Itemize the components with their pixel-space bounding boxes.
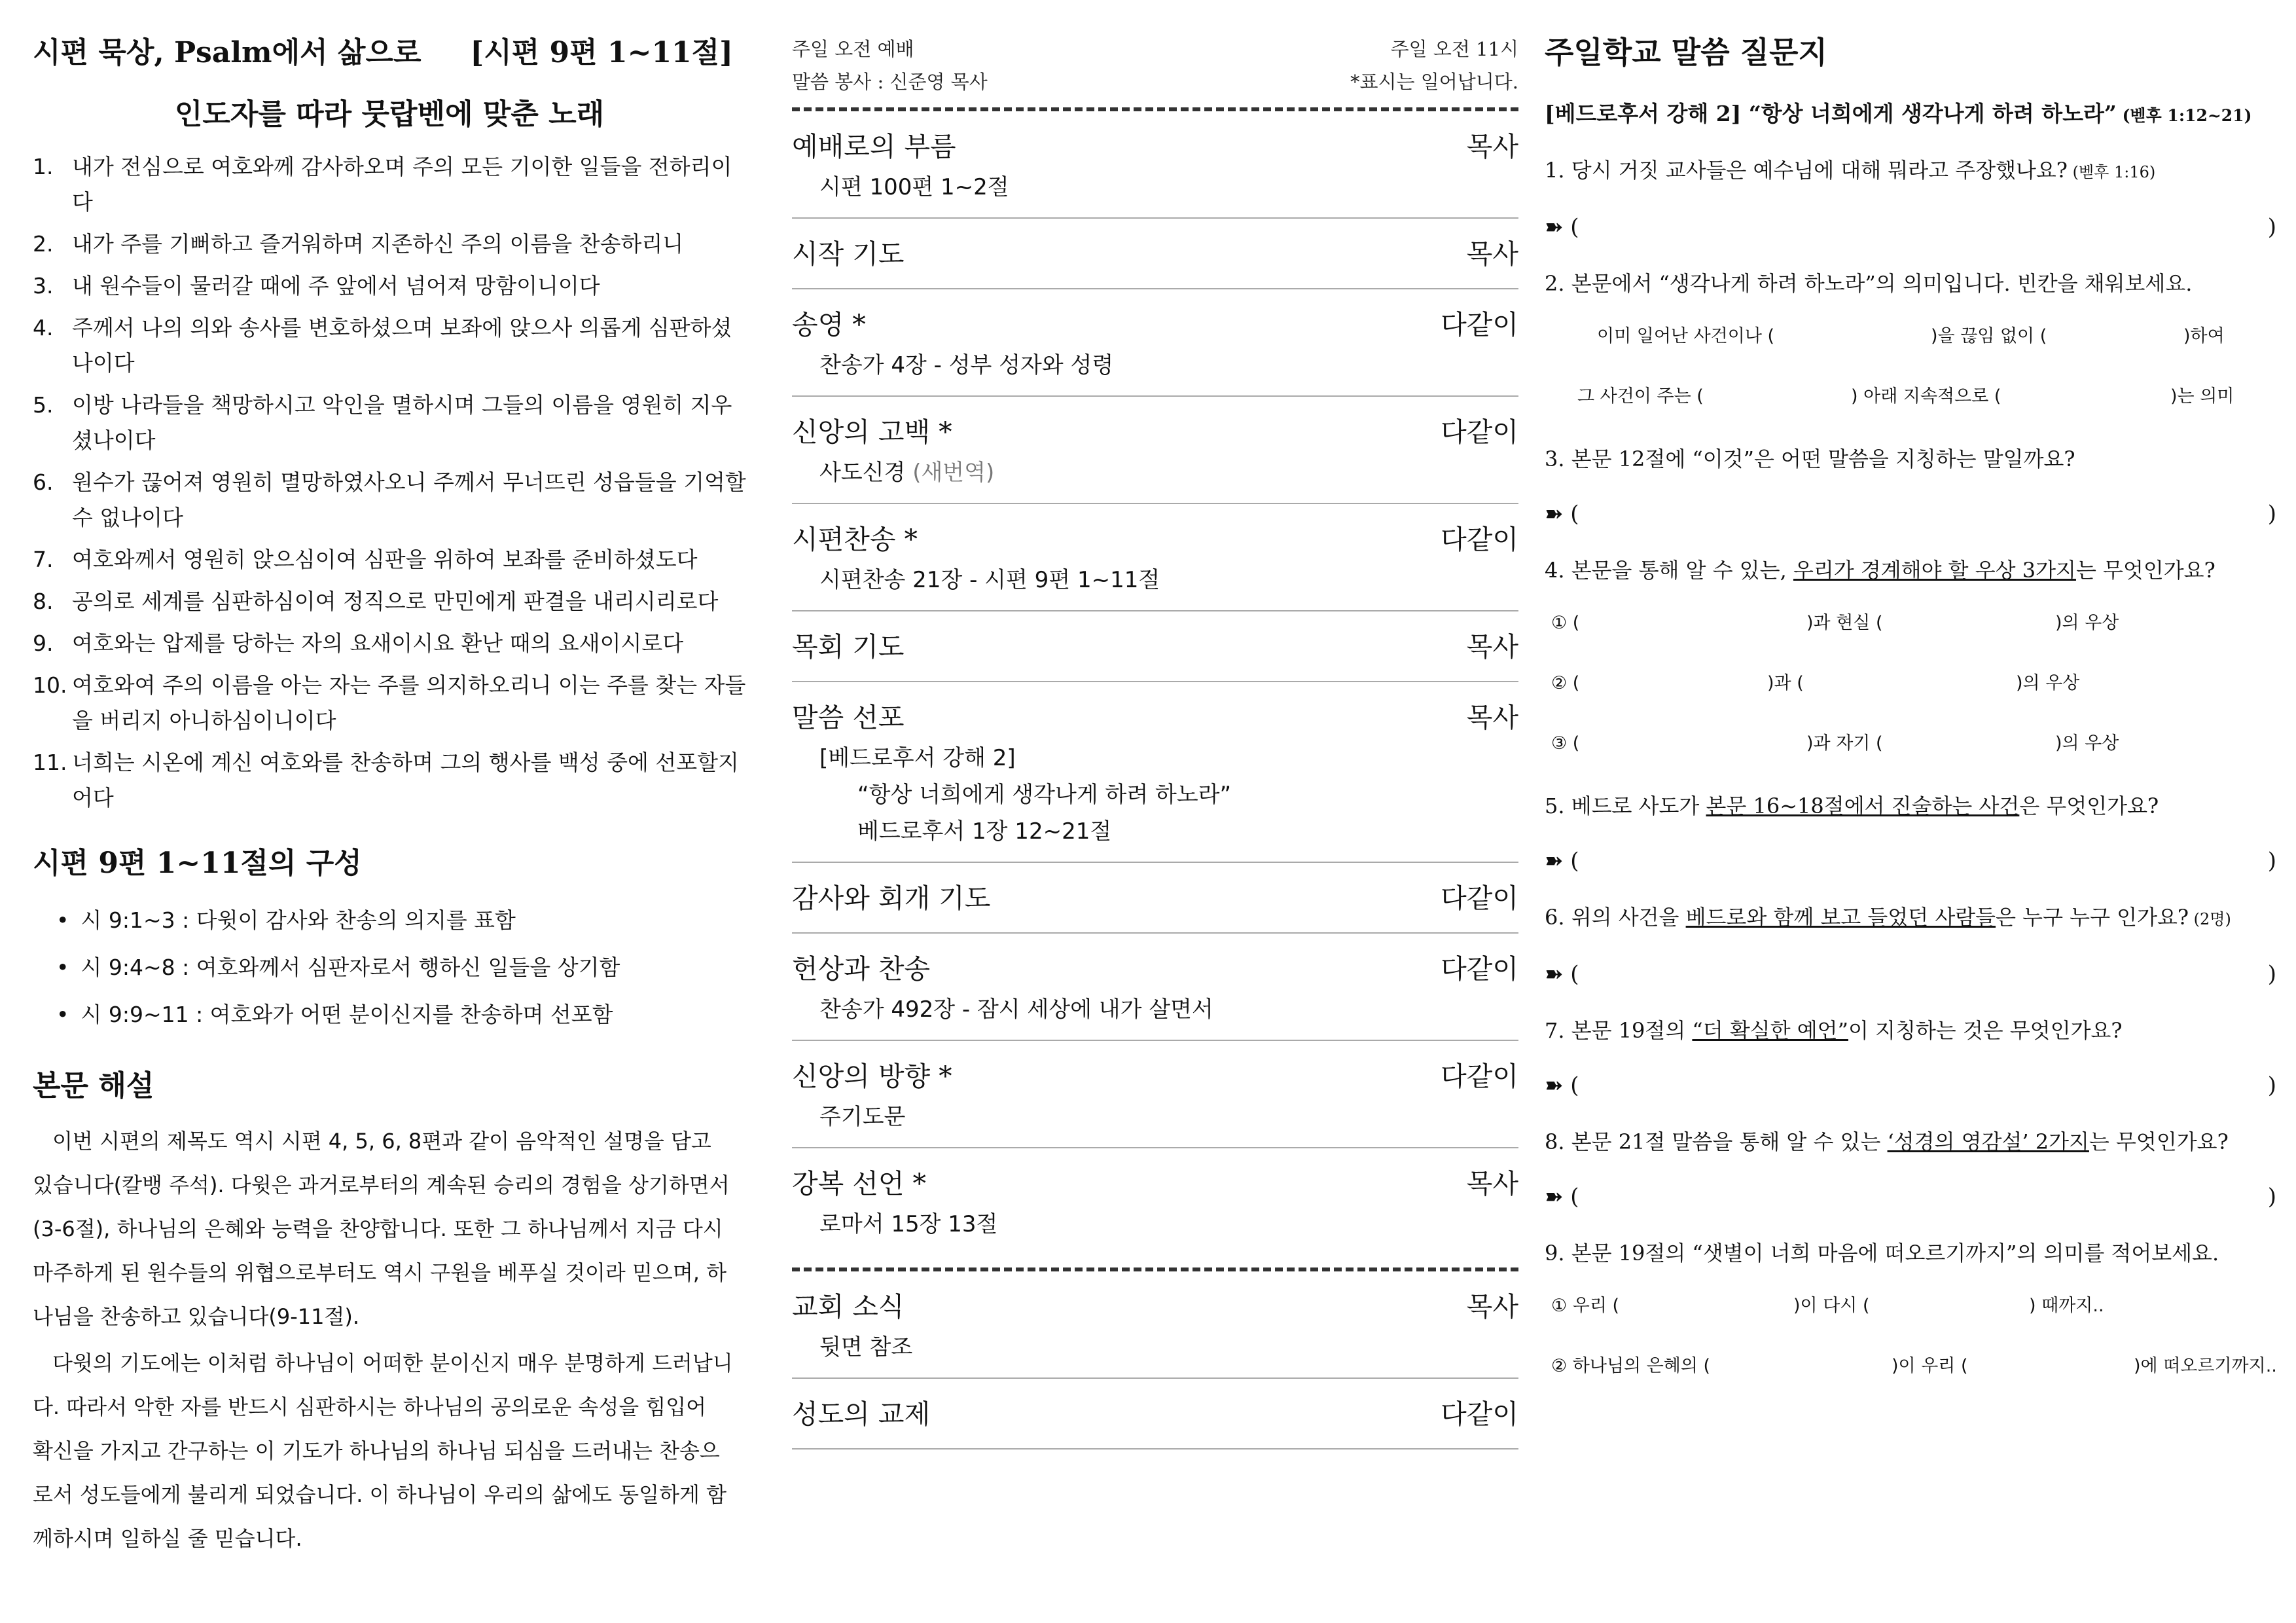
fill-text: ② ( [1551,673,1580,693]
structure-item: • 시 9:9~11 : 여호와가 어떤 분이신지를 찬송하며 선포함 [79,991,746,1038]
worship-item [792,625,1518,682]
worship-item-detail: “항상 너희에게 생각나게 하려 하노라” [857,782,1232,808]
worship-item [792,1392,1518,1450]
meditation-ref: [시편 9편 1~11절] [470,36,733,69]
worship-item-row [792,517,1518,562]
q5-underlined: 본문 16~18절에서 진술하는 사건 [1706,793,2020,818]
worship-item-detail-text: 시편찬송 21장 - 시편 9편 1~11절 [819,567,1160,593]
question-9: 9. 본문 19절의 “샛별이 너희 마음에 떠오르기까지”의 의미를 적어보세요. [1545,1241,2219,1266]
q5-text-a: 5. 베드로 사도가 [1545,793,1706,818]
fill-text: )이 우리 ( [1892,1356,1968,1376]
worship-item-row [792,302,1518,347]
arrow-icon: ➽ ( [1545,214,1579,240]
worship-item-leader: 다같이 [1441,416,1518,448]
worship-item-title: 목회 기도 [792,631,905,663]
fill-text: ) 때까지.. [2029,1296,2104,1316]
meditation-title: 시편 묵상, Psalm에서 삶으로 [33,36,422,69]
verse-text: 여호와여 주의 이름을 아는 자는 주를 의지하오리니 이는 주를 찾는 자들을 버리지 아니하심이니이다 [72,672,746,733]
verse-number: 5. [33,392,54,418]
order-of-worship [792,124,1518,1450]
q7-text-b: 이 지칭하는 것은 무엇인가요? [1848,1018,2123,1043]
worship-item-row [792,695,1518,740]
structure-item: • 시 9:4~8 : 여호와께서 심판자로서 행하신 일들을 상기함 [79,944,746,991]
question-6 [1545,902,2276,934]
arrow-icon: ➽ ( [1545,1184,1579,1210]
worship-item [792,695,1518,863]
worship-item-row [792,1392,1518,1436]
worship-item-row [792,625,1518,669]
fill-text: )과 자기 ( [1806,733,1883,754]
verse-item [33,268,746,304]
worship-item-detail-text: 사도신경 [819,460,906,486]
fill-text: 그 사건이 주는 ( [1577,386,1704,407]
worship-item-title: 교회 소식 [792,1291,905,1322]
worship-item [792,124,1518,219]
q7-text-a: 7. 본문 19절의 [1545,1018,1693,1043]
verse-item [33,227,746,262]
verse-text: 주께서 나의 의와 송사를 변호하셨으며 보좌에 앉으사 의롭게 심판하셨나이다 [72,315,732,376]
answer-line-8[interactable] [1545,1182,2276,1212]
verse-item [33,584,746,619]
verse-item [33,542,746,577]
question-3: 3. 본문 12절에 “이것”은 어떤 말씀을 지칭하는 말일까요? [1545,447,2075,471]
fill-text: ) 아래 지속적으로 ( [1851,386,2001,407]
verse-number: 9. [33,630,54,656]
worship-item-detail [792,740,1518,776]
fill-text: )는 의미 [2170,386,2234,407]
worship-item-title: 헌상과 찬송 [792,953,931,985]
verse-item [33,388,746,458]
verse-item [33,149,746,220]
close-paren: ) [2267,501,2276,527]
psalm-meditation-column [0,0,759,1623]
worship-item-leader: 다같이 [1441,524,1518,555]
worship-item-detail-text: 찬송가 492장 - 잠시 세상에 내가 살면서 [819,996,1213,1023]
question-2: 2. 본문에서 “생각나게 하려 하노라”의 의미입니다. 빈칸을 채워보세요. [1545,271,2193,296]
worship-item-detail-text: 로마서 15장 13절 [819,1211,998,1237]
q8-text-a: 8. 본문 21절 말씀을 통해 알 수 있는 [1545,1129,1888,1154]
verse-item [33,668,746,739]
worship-item [792,410,1518,504]
worship-item-leader: 다같이 [1441,1398,1518,1430]
worship-item-leader: 목사 [1466,1291,1518,1322]
worship-item-leader: 다같이 [1441,883,1518,914]
worship-item-leader: 목사 [1466,702,1518,733]
verse-text: 여호와는 압제를 당하는 자의 요새이시요 환난 때의 요새이시로다 [72,630,684,656]
verse-text: 내가 주를 기뻐하고 즐거워하며 지존하신 주의 이름을 찬송하리니 [72,231,684,257]
close-paren: ) [2267,848,2276,874]
worship-item [792,232,1518,289]
fill-text: )의 우상 [2055,613,2119,633]
worship-item-title: 신앙의 고백 * [792,416,952,448]
q6-text-a: 6. 위의 사건을 [1545,905,1686,930]
worship-item-leader: 목사 [1466,631,1518,663]
fill-text: ① 우리 ( [1551,1296,1620,1316]
verse-text: 공의로 세계를 심판하심이여 정직으로 만민에게 판결을 내리시리로다 [72,589,719,614]
structure-heading: 시편 9편 1~11절의 구성 [33,847,362,880]
question-8 [1545,1127,2276,1157]
worship-item [792,1054,1518,1148]
q4-text-b: 는 무엇인가요? [2075,558,2215,583]
worship-item-detail [792,562,1518,598]
fill-text: )에 떠오르기까지.. [2134,1356,2277,1376]
questionnaire-title: 주일학교 말씀 질문지 [1545,35,1827,70]
worship-item-title: 송영 * [792,309,866,340]
verse-item [33,465,746,536]
verse-text: 원수가 끊어져 영원히 멸망하였사오니 주께서 무너뜨린 성읍들을 기억할 수 없나이다 [72,469,746,530]
q6-ref: (2명) [2189,910,2231,928]
worship-item-detail-note: (새번역) [905,460,995,486]
fill-text: ① ( [1551,613,1580,633]
questionnaire-heading [1545,97,2276,128]
verse-number: 10. [33,672,67,698]
worship-item-leader: 목사 [1466,131,1518,162]
worship-item-detail [792,454,1518,491]
worship-item-leader: 다같이 [1441,953,1518,985]
question-1 [1545,155,2276,187]
worship-item-row [792,1054,1518,1099]
worship-item [792,302,1518,397]
fill-text: )과 ( [1767,673,1804,693]
worship-item-leader: 목사 [1466,238,1518,270]
fill-text: 이미 일어난 사건이나 ( [1597,326,1775,346]
verse-number: 3. [33,273,54,299]
worship-item-row [792,947,1518,991]
worship-item-detail [792,1099,1518,1135]
fill-text: )과 현실 ( [1806,613,1883,633]
structure-item: • 시 9:1~3 : 다윗이 감사와 찬송의 의지를 표함 [79,897,746,944]
verse-number: 11. [33,750,67,775]
worship-item-title: 말씀 선포 [792,702,905,733]
meditation-subtitle: 인도자를 따라 뭇랍벤에 맞춘 노래 [174,98,605,131]
worship-item-detail [792,1329,1518,1366]
worship-item-detail-text: 주기도문 [819,1104,906,1130]
q1-text: 1. 당시 거짓 교사들은 예수님에 대해 뭐라고 주장했나요? [1545,158,2068,183]
worship-item-row [792,1161,1518,1206]
q1-ref: (벧후 1:16) [2067,163,2156,181]
question-5 [1545,791,2276,821]
verse-number: 4. [33,315,54,340]
arrow-icon: ➽ ( [1545,501,1579,527]
fill-text: ② 하나님의 은혜의 ( [1551,1356,1711,1376]
worship-item-detail-text: 시편 100편 1~2절 [819,174,1009,200]
arrow-icon: ➽ ( [1545,961,1579,987]
worship-item-title: 예배로의 부름 [792,131,956,162]
worship-item-leader: 다같이 [1441,309,1518,340]
question-4 [1545,555,2276,585]
close-paren: ) [2267,961,2276,987]
q7-underlined: “더 확실한 예언” [1692,1018,1848,1043]
sunday-school-questionnaire [1545,0,2296,1623]
dashed-divider [792,1267,1518,1271]
stand-note: *표시는 일어납니다. [1350,71,1518,93]
heading-ref: (벧후 1:12~21) [2116,106,2252,125]
q5-text-b: 은 무엇인가요? [2019,793,2159,818]
fill-in-line-9b[interactable] [1545,1353,2276,1379]
worship-item-detail [792,1206,1518,1243]
verse-number: 2. [33,231,54,257]
fill-in-line-4a[interactable] [1545,610,2276,636]
verse-text: 내 원수들이 물러갈 때에 주 앞에서 넘어져 망함이니이다 [72,273,600,299]
verse-number: 6. [33,469,54,495]
fill-in-line-2a[interactable] [1545,323,2276,350]
close-paren: ) [2267,214,2276,240]
service-time: 주일 오전 11시 [1390,38,1518,60]
worship-item [792,517,1518,611]
answer-line-5[interactable] [1545,846,2276,876]
fill-text: )의 우상 [2016,673,2080,693]
verse-item [33,626,746,661]
verse-text: 여호와께서 영원히 앉으심이여 심판을 위하여 보좌를 준비하셨도다 [72,547,698,572]
commentary-paragraph-1: 이번 시편의 제목도 역시 시편 4, 5, 6, 8편과 같이 음악적인 설명을 담고 있습니다(칼뱅 주석). 다윗은 과거로부터의 계속된 승리의 경험을 상기하면서(3-6절), 하나님의 은혜와 능력을 찬양합니다. 또한 그 하나님께서 지금 다시 마주하게 된 원수들의 위협으로부터도 역시 구원을 베푸실 것이라 믿으며, 하나님을 찬송하고 있습니다(9-11절). [33,1129,730,1329]
question-7 [1545,1015,2276,1046]
q6-text-b: 은 누구 누구 인가요? [1996,905,2189,930]
worship-item-row [792,232,1518,276]
meditation-title-row [33,29,746,71]
worship-item-row [792,124,1518,169]
fill-text: ③ ( [1551,733,1580,754]
worship-item-detail [792,169,1518,206]
worship-item [792,876,1518,934]
verse-text: 너희는 시온에 계신 여호와를 찬송하며 그의 행사를 백성 중에 선포할지어다 [72,750,739,811]
preacher: 말씀 봉사 : 신준영 목사 [792,71,988,93]
q4-text-a: 4. 본문을 통해 알 수 있는, [1545,558,1793,583]
verse-item [33,310,746,381]
arrow-icon: ➽ ( [1545,1072,1579,1099]
commentary-paragraph-2: 다윗의 기도에는 이처럼 하나님이 어떠한 분이신지 매우 분명하게 드러납니다. 따라서 악한 자를 반드시 심판하시는 하나님의 공의로운 속성을 힘입어 확신을 가지고 간구하는 이 기도가 하나님의 하나님 되심을 드러내는 찬송으로서 성도들에게 불리게 되었습니다. 이 하나님이 우리의 삶에도 동일하게 함께하시며 일하실 줄 믿습니다. [33,1351,733,1551]
answer-line-6[interactable] [1545,959,2276,989]
commentary-heading: 본문 해설 [33,1069,154,1103]
q6-underlined: 베드로와 함께 보고 들었던 사람들 [1685,905,1996,930]
fill-in-line-9a[interactable] [1545,1293,2276,1319]
answer-line-7[interactable] [1545,1070,2276,1101]
worship-item-detail [792,991,1518,1028]
fill-text: )의 우상 [2055,733,2119,754]
worship-item-detail: 베드로후서 1장 12~21절 [857,818,1112,845]
worship-item [792,947,1518,1041]
service-meta-row-2 [792,65,1518,98]
fill-in-line-2b[interactable] [1545,384,2276,410]
fill-in-line-4c[interactable] [1545,731,2276,757]
fill-text: )하여 [2183,326,2225,346]
fill-in-line-4b[interactable] [1545,670,2276,697]
service-name: 주일 오전 예배 [792,38,914,60]
worship-item-title: 시작 기도 [792,238,905,270]
worship-item-detail [792,347,1518,384]
worship-item-leader: 다같이 [1441,1061,1518,1092]
answer-line-1[interactable] [1545,212,2276,242]
answer-line-3[interactable] [1545,499,2276,529]
fill-text: )이 다시 ( [1793,1296,1870,1316]
structure-list [33,897,746,1038]
worship-item-leader: 목사 [1466,1168,1518,1199]
worship-item [792,1161,1518,1254]
worship-item [792,1285,1518,1379]
worship-item-title: 신앙의 방향 * [792,1061,952,1092]
verse-list [33,149,746,816]
worship-item-title: 성도의 교제 [792,1398,931,1430]
q4-underlined: 우리가 경계해야 할 우상 3가지 [1793,558,2076,583]
verse-number: 1. [33,154,54,179]
worship-item-detail-text: 찬송가 4장 - 성부 성자와 성령 [819,352,1114,378]
worship-item-row [792,410,1518,454]
verse-number: 8. [33,589,54,614]
arrow-icon: ➽ ( [1545,848,1579,874]
q8-underlined: ‘성경의 영감설’ 2가지 [1887,1129,2089,1154]
verse-item [33,745,746,816]
verse-text: 내가 전심으로 여호와께 감사하오며 주의 모든 기이한 일들을 전하리이다 [72,154,732,215]
worship-item-detail-text: 뒷면 참조 [819,1334,913,1360]
worship-order-column [792,0,1518,1623]
verse-number: 7. [33,547,54,572]
worship-item-detail-text: [베드로후서 강해 2] [819,745,1016,771]
verse-text: 이방 나라들을 책망하시고 악인을 멸하시며 그들의 이름을 영원히 지우셨나이다 [72,392,732,453]
worship-item-title: 감사와 회개 기도 [792,883,991,914]
worship-item-row [792,1285,1518,1329]
service-meta-row [792,33,1518,65]
close-paren: ) [2267,1072,2276,1099]
fill-text: )을 끊임 없이 ( [1931,326,2047,346]
worship-item-title: 강복 선언 * [792,1168,926,1199]
close-paren: ) [2267,1184,2276,1210]
dashed-divider [792,107,1518,111]
worship-item-row [792,876,1518,921]
worship-item-title: 시편찬송 * [792,524,918,555]
q8-text-b: 는 무엇인가요? [2089,1129,2229,1154]
heading-text: [베드로후서 강해 2] “항상 너희에게 생각나게 하려 하노라” [1545,101,2117,126]
